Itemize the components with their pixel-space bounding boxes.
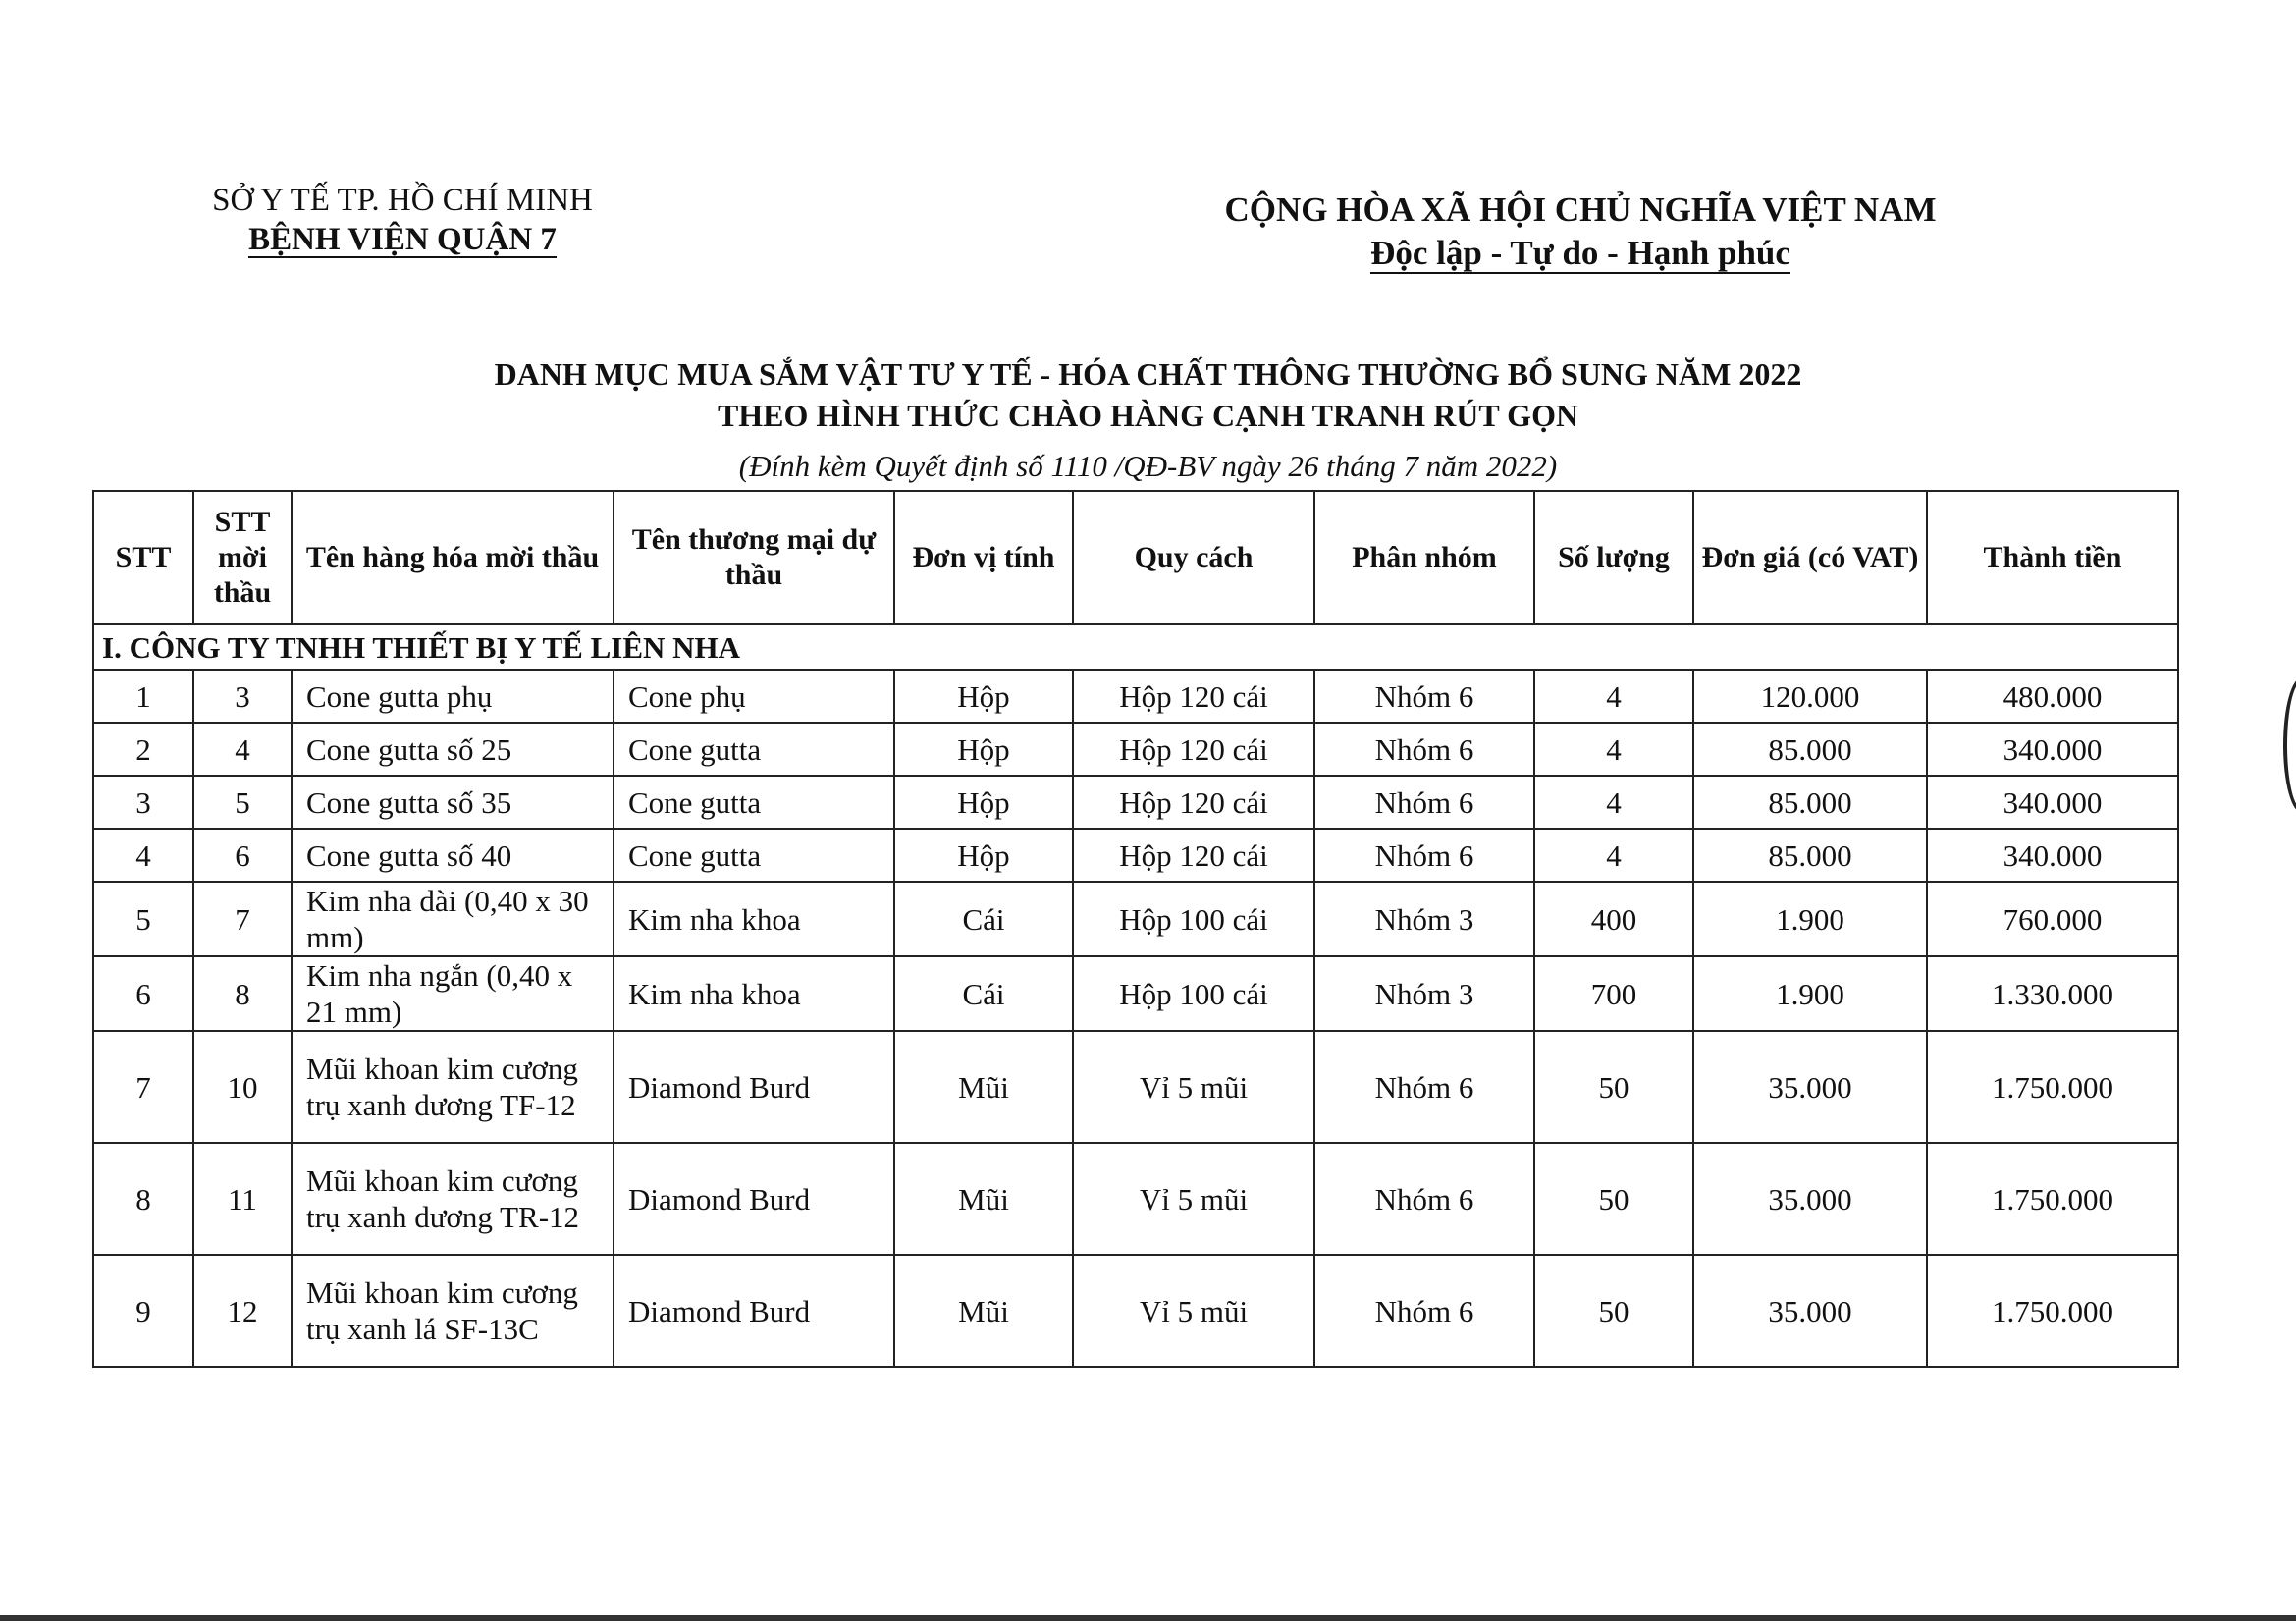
cell-don-gia: 85.000 — [1693, 776, 1927, 829]
cell-stt: 3 — [93, 776, 193, 829]
cell-thanh-tien: 340.000 — [1927, 829, 2178, 882]
col-header: STT mời thầu — [193, 491, 292, 624]
cell-don-vi: Mũi — [894, 1143, 1073, 1255]
punch-hole-mark — [2283, 677, 2296, 813]
cell-stt-moi-thau: 4 — [193, 723, 292, 776]
section-row — [93, 624, 2178, 670]
cell-don-gia: 1.900 — [1693, 882, 1927, 956]
cell-don-gia: 35.000 — [1693, 1143, 1927, 1255]
col-header: Quy cách — [1073, 491, 1314, 624]
cell-ten-thuong-mai: Cone gutta — [614, 776, 894, 829]
cell-ten-thuong-mai: Diamond Burd — [614, 1255, 894, 1367]
cell-phan-nhom: Nhóm 6 — [1314, 1031, 1534, 1143]
cell-quy-cach: Hộp 100 cái — [1073, 882, 1314, 956]
attachment-note: (Đính kèm Quyết định số 1110 /QĐ-BV ngày 26 tháng 7 năm 2022) — [738, 449, 1558, 483]
header-row — [93, 491, 2178, 624]
cell-so-luong: 4 — [1534, 829, 1693, 882]
cell-phan-nhom: Nhóm 6 — [1314, 723, 1534, 776]
cell-stt: 1 — [93, 670, 193, 723]
cell-thanh-tien: 1.750.000 — [1927, 1143, 2178, 1255]
cell-so-luong: 700 — [1534, 956, 1693, 1031]
table-row — [93, 956, 2178, 1031]
scan-bottom-edge — [0, 1615, 2296, 1621]
cell-ten-hang-hoa: Mũi khoan kim cương trụ xanh dương TF-12 — [292, 1031, 614, 1143]
cell-ten-hang-hoa: Mũi khoan kim cương trụ xanh lá SF-13C — [292, 1255, 614, 1367]
cell-so-luong: 4 — [1534, 670, 1693, 723]
cell-quy-cach: Vỉ 5 mũi — [1073, 1255, 1314, 1367]
hospital-name: BỆNH VIỆN QUẬN 7 — [248, 222, 557, 257]
col-header: STT — [93, 491, 193, 624]
cell-stt: 2 — [93, 723, 193, 776]
table-row — [93, 776, 2178, 829]
cell-don-vi: Mũi — [894, 1255, 1073, 1367]
cell-quy-cach: Hộp 120 cái — [1073, 829, 1314, 882]
col-header: Đơn vị tính — [894, 491, 1073, 624]
cell-ten-hang-hoa: Cone gutta số 25 — [292, 723, 614, 776]
cell-ten-thuong-mai: Diamond Burd — [614, 1143, 894, 1255]
table-row — [93, 723, 2178, 776]
cell-ten-thuong-mai: Cone gutta — [614, 829, 894, 882]
cell-stt-moi-thau: 3 — [193, 670, 292, 723]
col-header: Số lượng — [1534, 491, 1693, 624]
cell-quy-cach: Vỉ 5 mũi — [1073, 1031, 1314, 1143]
cell-phan-nhom: Nhóm 6 — [1314, 776, 1534, 829]
cell-ten-hang-hoa: Mũi khoan kim cương trụ xanh dương TR-12 — [292, 1143, 614, 1255]
cell-ten-hang-hoa: Kim nha dài (0,40 x 30 mm) — [292, 882, 614, 956]
cell-so-luong: 50 — [1534, 1255, 1693, 1367]
cell-stt-moi-thau: 11 — [193, 1143, 292, 1255]
cell-stt-moi-thau: 6 — [193, 829, 292, 882]
cell-don-vi: Hộp — [894, 776, 1073, 829]
cell-don-gia: 35.000 — [1693, 1255, 1927, 1367]
supplier-section: I. CÔNG TY TNHH THIẾT BỊ Y TẾ LIÊN NHA — [93, 624, 2178, 670]
cell-so-luong: 400 — [1534, 882, 1693, 956]
cell-ten-hang-hoa: Cone gutta phụ — [292, 670, 614, 723]
cell-phan-nhom: Nhóm 6 — [1314, 670, 1534, 723]
cell-don-vi: Cái — [894, 882, 1073, 956]
table-row — [93, 1031, 2178, 1143]
cell-thanh-tien: 480.000 — [1927, 670, 2178, 723]
cell-don-gia: 35.000 — [1693, 1031, 1927, 1143]
cell-ten-thuong-mai: Cone gutta — [614, 723, 894, 776]
cell-quy-cach: Hộp 120 cái — [1073, 776, 1314, 829]
agency-name: SỞ Y TẾ TP. HỒ CHÍ MINH — [212, 183, 593, 218]
cell-stt-moi-thau: 7 — [193, 882, 292, 956]
cell-stt-moi-thau: 12 — [193, 1255, 292, 1367]
title-line-1: DANH MỤC MUA SẮM VẬT TƯ Y TẾ - HÓA CHẤT THÔNG THƯỜNG BỔ SUNG NĂM 2022 — [494, 356, 1802, 392]
col-header: Thành tiền — [1927, 491, 2178, 624]
col-header: Phân nhóm — [1314, 491, 1534, 624]
cell-quy-cach: Vỉ 5 mũi — [1073, 1143, 1314, 1255]
cell-don-vi: Hộp — [894, 829, 1073, 882]
cell-ten-thuong-mai: Diamond Burd — [614, 1031, 894, 1143]
cell-stt: 7 — [93, 1031, 193, 1143]
title-line-2: THEO HÌNH THỨC CHÀO HÀNG CẠNH TRANH RÚT GỌN — [717, 398, 1579, 433]
cell-ten-thuong-mai: Kim nha khoa — [614, 882, 894, 956]
cell-ten-thuong-mai: Kim nha khoa — [614, 956, 894, 1031]
items-table — [92, 490, 2179, 1368]
col-header: Tên hàng hóa mời thầu — [292, 491, 614, 624]
table-row — [93, 1143, 2178, 1255]
cell-phan-nhom: Nhóm 6 — [1314, 1143, 1534, 1255]
document-title — [98, 353, 2198, 436]
cell-ten-hang-hoa: Kim nha ngắn (0,40 x 21 mm) — [292, 956, 614, 1031]
cell-stt-moi-thau: 10 — [193, 1031, 292, 1143]
cell-don-gia: 85.000 — [1693, 829, 1927, 882]
cell-quy-cach: Hộp 120 cái — [1073, 670, 1314, 723]
cell-don-vi: Hộp — [894, 723, 1073, 776]
cell-don-vi: Hộp — [894, 670, 1073, 723]
cell-stt: 8 — [93, 1143, 193, 1255]
cell-stt: 5 — [93, 882, 193, 956]
cell-quy-cach: Hộp 120 cái — [1073, 723, 1314, 776]
cell-phan-nhom: Nhóm 3 — [1314, 956, 1534, 1031]
table-row — [93, 829, 2178, 882]
cell-stt: 6 — [93, 956, 193, 1031]
cell-thanh-tien: 1.750.000 — [1927, 1031, 2178, 1143]
cell-ten-hang-hoa: Cone gutta số 40 — [292, 829, 614, 882]
col-header: Tên thương mại dự thầu — [614, 491, 894, 624]
cell-phan-nhom: Nhóm 3 — [1314, 882, 1534, 956]
cell-ten-thuong-mai: Cone phụ — [614, 670, 894, 723]
cell-don-gia: 85.000 — [1693, 723, 1927, 776]
cell-so-luong: 50 — [1534, 1031, 1693, 1143]
agency-header — [147, 181, 658, 259]
national-name: CỘNG HÒA XÃ HỘI CHỦ NGHĨA VIỆT NAM — [1224, 190, 1937, 229]
national-header — [1158, 189, 2002, 275]
table-row — [93, 670, 2178, 723]
cell-thanh-tien: 1.750.000 — [1927, 1255, 2178, 1367]
table-row — [93, 1255, 2178, 1367]
cell-so-luong: 50 — [1534, 1143, 1693, 1255]
cell-ten-hang-hoa: Cone gutta số 35 — [292, 776, 614, 829]
cell-stt-moi-thau: 5 — [193, 776, 292, 829]
cell-don-vi: Cái — [894, 956, 1073, 1031]
cell-stt: 9 — [93, 1255, 193, 1367]
cell-thanh-tien: 340.000 — [1927, 776, 2178, 829]
cell-don-gia: 120.000 — [1693, 670, 1927, 723]
cell-stt-moi-thau: 8 — [193, 956, 292, 1031]
cell-so-luong: 4 — [1534, 723, 1693, 776]
col-header: Đơn giá (có VAT) — [1693, 491, 1927, 624]
cell-don-gia: 1.900 — [1693, 956, 1927, 1031]
cell-thanh-tien: 340.000 — [1927, 723, 2178, 776]
cell-thanh-tien: 1.330.000 — [1927, 956, 2178, 1031]
cell-phan-nhom: Nhóm 6 — [1314, 829, 1534, 882]
cell-stt: 4 — [93, 829, 193, 882]
cell-quy-cach: Hộp 100 cái — [1073, 956, 1314, 1031]
table-row — [93, 882, 2178, 956]
cell-thanh-tien: 760.000 — [1927, 882, 2178, 956]
cell-phan-nhom: Nhóm 6 — [1314, 1255, 1534, 1367]
national-motto: Độc lập - Tự do - Hạnh phúc — [1370, 234, 1790, 272]
cell-so-luong: 4 — [1534, 776, 1693, 829]
cell-don-vi: Mũi — [894, 1031, 1073, 1143]
